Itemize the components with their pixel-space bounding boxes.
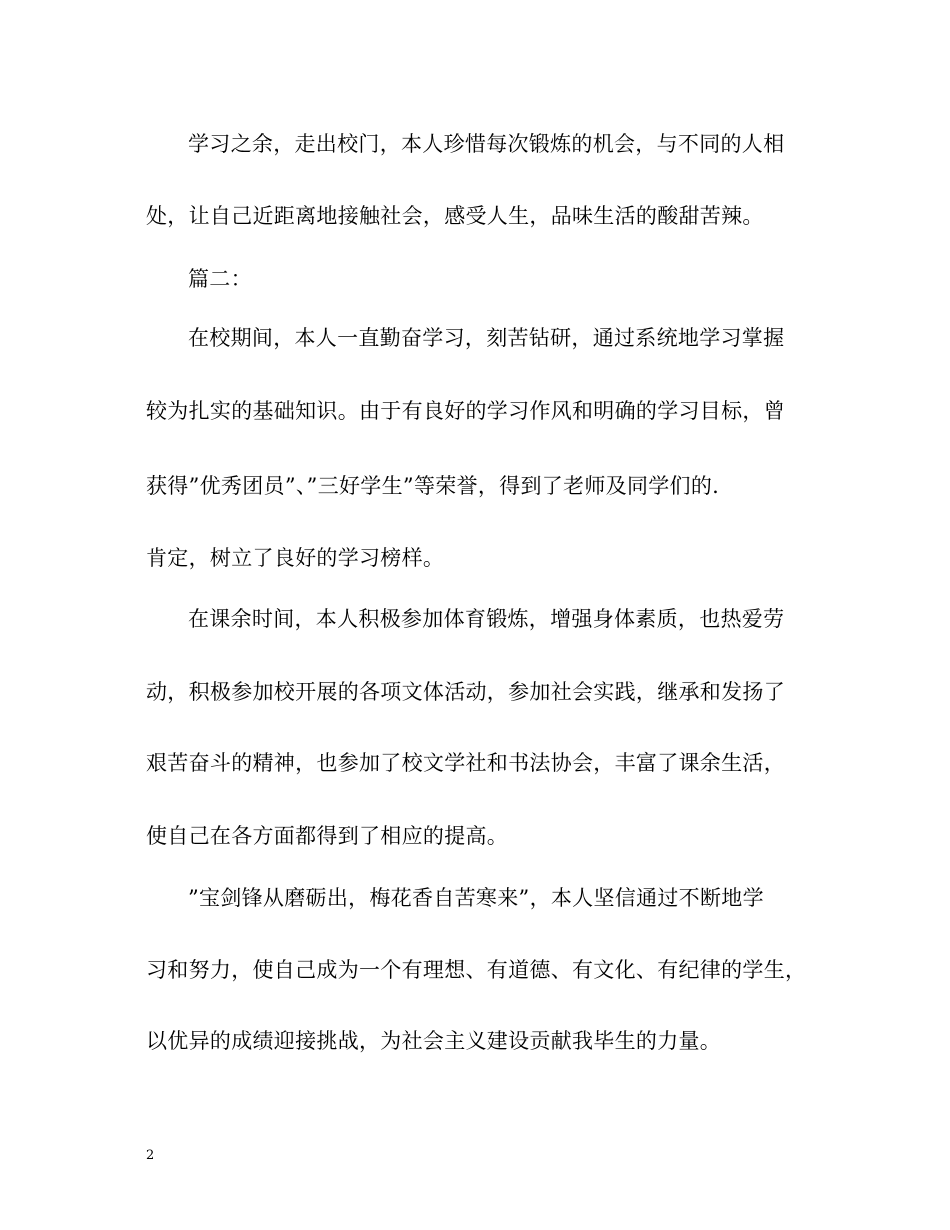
text-line-4: 在校期间，本人一直勤奋学习，刻苦钻研，通过系统地学习掌握 — [188, 326, 785, 350]
text-line-7: 肯定，树立了良好的学习榜样。 — [146, 546, 445, 570]
text-line-8: 在课余时间，本人积极参加体育锻炼，增强身体素质，也热爱劳 — [188, 607, 785, 631]
text-line-2: 处，让自己近距离地接触社会，感受人生，品味生活的酸甜苦辣。 — [146, 204, 764, 228]
text-line-9: 动，积极参加校开展的各项文体活动，参加社会实践，继承和发扬了 — [146, 680, 785, 704]
text-line-14: 以优异的成绩迎接挑战，为社会主义建设贡献我毕生的力量。 — [146, 1029, 722, 1053]
text-line-6: 获得”优秀团员”、”三好学生”等荣誉，得到了老师及同学们的. — [146, 474, 720, 498]
text-line-10: 艰苦奋斗的精神，也参加了校文学社和书法协会，丰富了课余生活， — [146, 751, 785, 775]
text-line-12: ”宝剑锋从磨砺出，梅花香自苦寒来”，本人坚信通过不断地学 — [188, 886, 764, 910]
section-heading: 篇二： — [188, 267, 252, 291]
text-line-13: 习和努力，使自己成为一个有理想、有道德、有文化、有纪律的学生， — [146, 958, 807, 982]
text-line-5: 较为扎实的基础知识。由于有良好的学习作风和明确的学习目标，曾 — [146, 399, 785, 423]
page-number: 2 — [146, 1148, 155, 1163]
text-line-1: 学习之余，走出校门，本人珍惜每次锻炼的机会，与不同的人相 — [188, 132, 785, 156]
text-line-11: 使自己在各方面都得到了相应的提高。 — [146, 824, 509, 848]
